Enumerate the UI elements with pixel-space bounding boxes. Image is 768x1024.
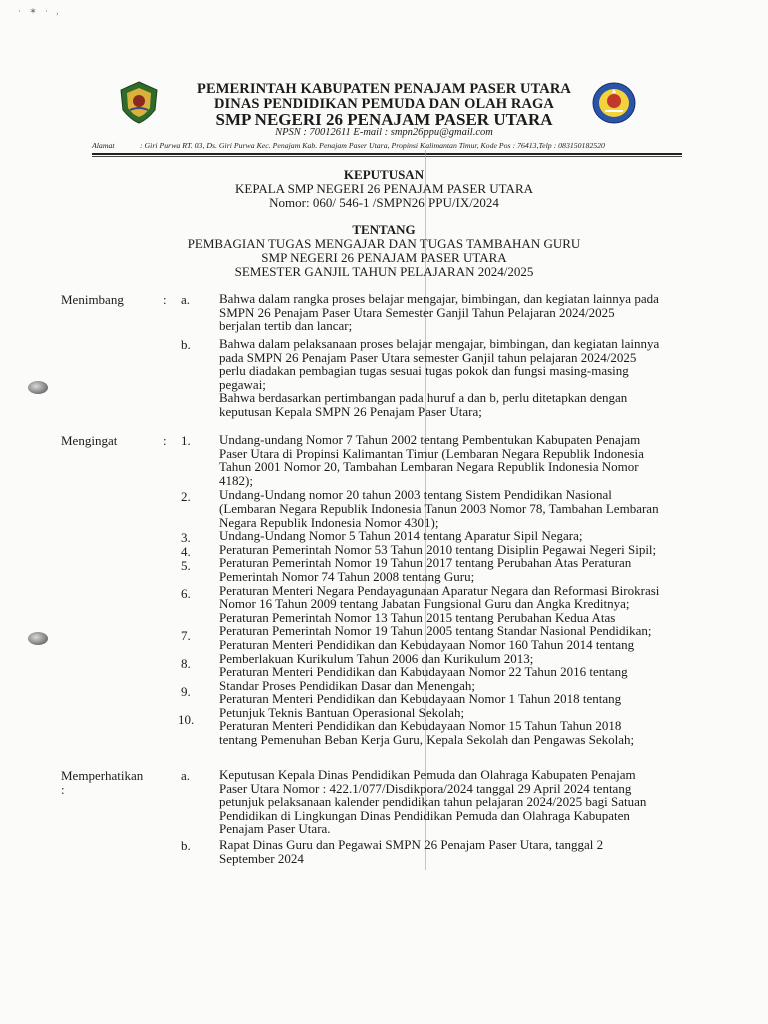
text-line: Pemberlakuan Kurikulum Tahun 2006 dan Kurikulum 2013;	[219, 650, 534, 666]
text-line: Nomor 16 Tahun 2009 tentang Jabatan Fungsional Guru dan Angka Kreditnya;	[219, 596, 630, 612]
text-line: Bahwa berdasarkan pertimbangan pada huruf a dan b, perlu ditetapkan dengan	[219, 390, 628, 406]
address-label: Alamat	[92, 141, 115, 150]
text-line: perlu diadakan pembagian tugas sesuai tugas pokok dan fungsi masing-masing	[219, 363, 629, 379]
item-marker: b.	[181, 838, 191, 853]
section-label-mengingat: Mengingat	[61, 433, 118, 448]
text-line: tentang Pemenuhan Beban Kerja Guru, Kepala Sekolah dan Pengawas Sekolah;	[219, 732, 635, 748]
decree-subject: PEMBAGIAN TUGAS MENGAJAR DAN TUGAS TAMBAHAN GURU	[187, 236, 581, 251]
text-line: Peraturan Menteri Pendidikan dan Kebudayaan Nomor 1 Tahun 2018 tentang	[219, 691, 622, 707]
text-line: (Lembaran Negara Republik Indonesia Tanun 2003 Nomor 78, Tambahan Lembaran	[219, 500, 659, 516]
memperhatikan-item-a	[219, 768, 692, 836]
item-marker: 3.	[181, 530, 191, 545]
text-line: Paser Utara Nomor : 422.1/077/Disdikpora/2024 tanggal 29 April 2024 tentang	[219, 780, 632, 796]
text-line: SMPN 26 Penajam Paser Utara Semester Ganjil Tahun Pelajaran 2024/2025	[219, 304, 615, 320]
text-line: Peraturan Pemerintah Nomor 19 Tahun 2005 tentang Standar Nasional Pendidikan;	[219, 623, 652, 639]
text-line: Petunjuk Teknis Bantuan Operasional Sekolah;	[219, 704, 465, 720]
letterhead-government: PEMERINTAH KABUPATEN PENAJAM PASER UTARA	[196, 81, 572, 97]
text-line: Standar Proses Pendidikan Dasar dan Menengah;	[219, 677, 475, 693]
section-colon: :	[163, 292, 167, 307]
text-line: Peraturan Menteri Pendidikan dan Kabudayaan Nomor 22 Tahun 2016 tentang	[219, 664, 628, 680]
item-marker: 2.	[181, 489, 191, 504]
item-marker: 5.	[181, 558, 191, 573]
text-line: Bahwa dalam pelaksanaan proses belajar mengajar, bimbingan, dan kegiatan lainnya	[219, 336, 660, 351]
item-marker: 7.	[181, 628, 191, 643]
item-marker: a.	[181, 292, 191, 307]
item-marker: 1.	[181, 433, 191, 448]
text-line: Undang-undang Nomor 7 Tahun 2002 tentang Pembentukan Kabupaten Penajam	[219, 432, 641, 447]
text-line: pegawai;	[219, 376, 266, 392]
text-line: Penajam Paser Utara.	[219, 821, 331, 837]
address-text: : Giri Purwa RT. 03, Ds. Giri Purwa Kec. Penajam Kab. Penajam Paser Utara, Propinsi Kalimantan Timur, Kode Pos : 76413,Telp : 083150182520	[140, 141, 605, 150]
text-line: Pemerintah Nomor 74 Tahun 2008 tentang Guru;	[219, 568, 475, 584]
letterhead-school: SMP NEGERI 26 PENAJAM PASER UTARA	[215, 110, 553, 129]
letterhead-rule-thin	[92, 156, 682, 157]
text-line: Rapat Dinas Guru dan Pegawai SMPN 26 Penajam Paser Utara, tanggal 2	[219, 837, 604, 852]
decree-issuer: KEPALA SMP NEGERI 26 PENAJAM PASER UTARA	[234, 181, 534, 196]
text-line: Peraturan Pemerintah Nomor 19 Tahun 2017 tentang Perubahan Atas Peraturan	[219, 555, 632, 571]
decree-subject: SEMESTER GANJIL TAHUN PELAJARAN 2024/2025	[234, 264, 534, 279]
menimbang-item-a	[219, 292, 692, 333]
text-line: Tahun 2001 Nomor 20, Tambahan Lembaran Negara Republik Indonesia Nomor	[219, 459, 639, 475]
text-line: berjalan tertib dan lancar;	[219, 318, 353, 334]
punch-hole	[28, 632, 48, 645]
memperhatikan-item-b	[219, 838, 692, 865]
item-marker: 4.	[181, 544, 191, 559]
punch-hole	[28, 381, 48, 394]
letterhead-contact: NPSN : 70012611 E-mail : smpn26ppu@gmail.com	[275, 127, 493, 138]
text-line: Bahwa dalam rangka proses belajar mengajar, bimbingan, dan kegiatan lainnya pada	[219, 291, 659, 306]
section-colon: :	[163, 433, 167, 448]
letterhead-rule-thick	[92, 153, 682, 155]
about-title: TENTANG	[352, 222, 416, 237]
text-line: petunjuk pelaksanaan kalender pendidikan tahun pelajaran 2024/2025 bagi Satuan	[219, 794, 647, 810]
text-line: Undang-Undang nomor 20 tahun 2003 tentang Sistem Pendidikan Nasional	[219, 487, 612, 503]
item-marker: 6.	[181, 586, 191, 601]
mengingat-list	[219, 433, 692, 747]
decree-subject: SMP NEGERI 26 PENAJAM PASER UTARA	[261, 250, 507, 265]
decree-number: Nomor: 060/ 546-1 /SMPN26 PPU/IX/2024	[269, 195, 499, 210]
section-label-memperhatikan: Memperhatikan	[61, 768, 144, 783]
text-line: Negara Republik Indonesia Nomor 4301);	[219, 514, 439, 530]
item-marker: b.	[181, 337, 191, 352]
text-line: Peraturan Pemerintah Nomor 13 Tahun 2015 tentang Perubahan Kedua Atas	[219, 609, 616, 625]
item-marker: 9.	[181, 684, 191, 699]
item-marker: 8.	[181, 656, 191, 671]
text-line: Peraturan Menteri Pendidikan dan Kebudayaan Nomor 160 Tahun 2014 tentang	[219, 636, 635, 652]
text-line: 4182);	[219, 472, 253, 488]
text-line: Peraturan Menteri Pendidikan dan Kebudayaan Nomor 15 Tahun Tahun 2018	[219, 718, 622, 734]
text-line: keputusan Kepala SMPN 26 Penajam Paser Utara;	[219, 403, 482, 419]
letterhead-agency: DINAS PENDIDIKAN PEMUDA DAN OLAH RAGA	[213, 96, 555, 112]
text-line: September 2024	[219, 850, 304, 866]
text-line: pada SMPN 26 Penajam Paser Utara semester Ganjil tahun pelajaran 2024/2025	[219, 349, 637, 365]
section-colon: :	[61, 782, 65, 797]
scan-speck-marks: · ✶ · ,	[18, 6, 62, 16]
text-line: Undang-Undang Nomor 5 Tahun 2014 tentang Aparatur Sipil Negara;	[219, 528, 583, 544]
text-line: Peraturan Pemerintah Nomor 53 Tahun 2010 tentang Disiplin Pegawai Negeri Sipil;	[219, 541, 657, 557]
text-line: Peraturan Menteri Negara Pendayagunaan Aparatur Negara dan Reformasi Birokrasi	[219, 582, 660, 598]
text-line: Pendidikan di Lingkungan Dinas Pendidikan Pemuda dan Olahraga Kabupaten	[219, 807, 630, 823]
menimbang-item-b	[219, 337, 692, 419]
text-line: Paser Utara di Propinsi Kalimantan Timur (Lembaran Negara Republik Indonesia	[219, 445, 644, 461]
text-line: Keputusan Kepala Dinas Pendidikan Pemuda dan Olahraga Kabupaten Penajam	[219, 767, 636, 782]
item-marker: a.	[181, 768, 191, 783]
section-label-menimbang: Menimbang	[61, 292, 124, 307]
item-marker: 10.	[178, 712, 195, 727]
decree-title: KEPUTUSAN	[343, 167, 425, 182]
